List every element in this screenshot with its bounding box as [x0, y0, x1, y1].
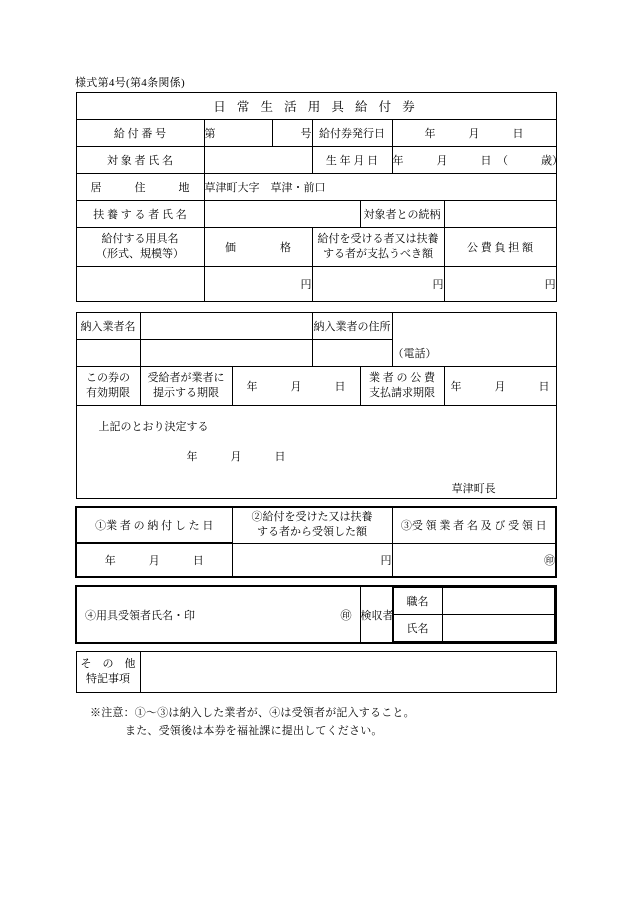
other-label-line1: そ の 他 — [80, 658, 136, 671]
receiver-row — [76, 586, 556, 643]
spacer-row-3 — [76, 577, 556, 586]
form-title: 日 常 生 活 用 具 給 付 券 — [76, 93, 556, 120]
item1-label: ①業 者 の 納 付 し た 日 — [76, 507, 232, 543]
inspector-post-value — [442, 588, 555, 615]
item4-label: ④用具受領者氏名・印 — [85, 609, 195, 622]
spacer-cell-4 — [76, 643, 556, 652]
payment-number-row — [76, 120, 556, 147]
address-value: 草津町大字 草津・前口 — [204, 174, 556, 201]
claim-deadline-label-line1: 業 者 の 公 費 — [369, 372, 435, 385]
price-label: 価 格 — [204, 228, 312, 267]
inspector-name-value — [442, 615, 555, 642]
supplier-tel-label: （電話） — [392, 340, 556, 367]
payment-number-dai: 第 — [204, 120, 272, 147]
receipt-value-row — [76, 543, 556, 577]
supplier-name-blank — [76, 340, 140, 367]
item-name-value — [76, 267, 204, 302]
claim-deadline-label-line2: 支払請求期限 — [369, 387, 435, 399]
target-name-row — [76, 147, 556, 174]
footnote-line-2: また、受領後は本券を福祉課に提出してください。 — [125, 725, 383, 737]
item3-seal: ㊞ — [392, 543, 556, 577]
relation-label: 対象者との続柄 — [360, 201, 444, 228]
supplier-address-value — [392, 313, 556, 340]
item2-label-line2: する者から受領した額 — [257, 526, 367, 539]
supplier-name-blank2 — [140, 340, 312, 367]
spacer-cell-3 — [76, 577, 556, 586]
item-name-label-line1: 給付する用具名 — [101, 233, 179, 246]
item-name-label-line2: （形式、規模等） — [96, 248, 184, 260]
item1-date: 年 月 日 — [76, 543, 232, 577]
inspector-label: 検収者 — [360, 586, 392, 643]
address-label: 居 住 地 — [76, 174, 204, 201]
decision-row — [76, 406, 556, 499]
other-value — [140, 652, 556, 693]
supplier-tel-row — [76, 340, 556, 367]
item2-amount: 円 — [232, 543, 392, 577]
supplier-address-label: 納入業者の住所 — [312, 313, 392, 340]
spacer-row — [76, 302, 556, 313]
supporter-name-label: 扶 養 す る 者 氏 名 — [76, 201, 204, 228]
supplier-name-label: 納入業者名 — [76, 313, 140, 340]
public-amount-value: 円 — [444, 267, 556, 302]
spacer-cell — [76, 302, 556, 313]
supplier-address-blank — [312, 340, 392, 367]
target-name-label: 対 象 者 氏 名 — [76, 147, 204, 174]
price-value: 円 — [204, 267, 312, 302]
inspector-name-label: 氏名 — [393, 615, 442, 642]
item3-label: ③受 領 業 者 名 及 び 受 領 日 — [392, 507, 556, 543]
present-deadline-label-line1: 受給者が業者に — [147, 372, 225, 385]
target-name-value — [204, 147, 312, 174]
payer-amount-value: 円 — [312, 267, 444, 302]
form-title-row — [76, 93, 556, 120]
validity-label-line1: この券の — [86, 372, 130, 385]
benefit-voucher-form — [75, 92, 563, 693]
decision-date: 年 月 日 — [186, 451, 286, 463]
payer-amount-label-line1: 給付を受ける者又は扶養 — [317, 233, 439, 246]
other-notes-row — [76, 652, 556, 693]
present-deadline-label-line2: 提示する期限 — [153, 387, 219, 399]
spacer-cell-2 — [76, 499, 556, 508]
mayor-signature: 草津町長 — [451, 483, 496, 495]
form-number: 様式第4号(第4条関係) — [75, 77, 185, 89]
issue-date-value: 年 月 日 — [392, 120, 556, 147]
inspector-name-row — [393, 615, 555, 642]
birth-date-label: 生 年 月 日 — [312, 147, 392, 174]
validity-label — [76, 367, 140, 406]
claim-deadline-label — [360, 367, 444, 406]
item4-cell — [76, 586, 360, 643]
claim-deadline-date: 年 月 日 — [444, 367, 556, 406]
footnote-line-1: ※注意：①〜③は納入した業者が、④は受領者が記入すること。 — [90, 707, 415, 719]
other-label — [76, 652, 140, 693]
address-row — [76, 174, 556, 201]
inspector-post-label: 職名 — [393, 588, 442, 615]
supporter-row — [76, 201, 556, 228]
validity-label-line2: 有効期限 — [86, 387, 130, 399]
supplier-row — [76, 313, 556, 340]
supporter-name-value — [204, 201, 360, 228]
issue-date-label: 給付券発行日 — [312, 120, 392, 147]
decision-text: 上記のとおり決定する — [98, 421, 209, 433]
item-header-row — [76, 228, 556, 267]
inspector-post-row — [393, 588, 555, 615]
present-deadline-date: 年 月 日 — [232, 367, 360, 406]
spacer-row-4 — [76, 643, 556, 652]
supplier-name-value — [140, 313, 312, 340]
decision-block — [76, 406, 556, 499]
validity-row — [76, 367, 556, 406]
receipt-header-row — [76, 507, 556, 543]
relation-value — [444, 201, 556, 228]
item2-label — [232, 507, 392, 543]
other-label-line2: 特記事項 — [86, 673, 130, 685]
item2-label-line1: ②給付を受けた又は扶養 — [251, 511, 373, 524]
payer-amount-label — [312, 228, 444, 267]
payment-number-gou: 号 — [272, 120, 312, 147]
payment-number-label: 給 付 番 号 — [76, 120, 204, 147]
inspector-fields — [392, 586, 556, 643]
public-amount-label: 公 費 負 担 額 — [444, 228, 556, 267]
present-deadline-label — [140, 367, 232, 406]
birth-date-value: 年 月 日 （ 歳） — [392, 147, 556, 174]
spacer-row-2 — [76, 499, 556, 508]
item-name-label — [76, 228, 204, 267]
item4-seal: ㊞ — [340, 609, 352, 622]
amount-values-row — [76, 267, 556, 302]
payer-amount-label-line2: する者が支払うべき額 — [323, 248, 433, 260]
